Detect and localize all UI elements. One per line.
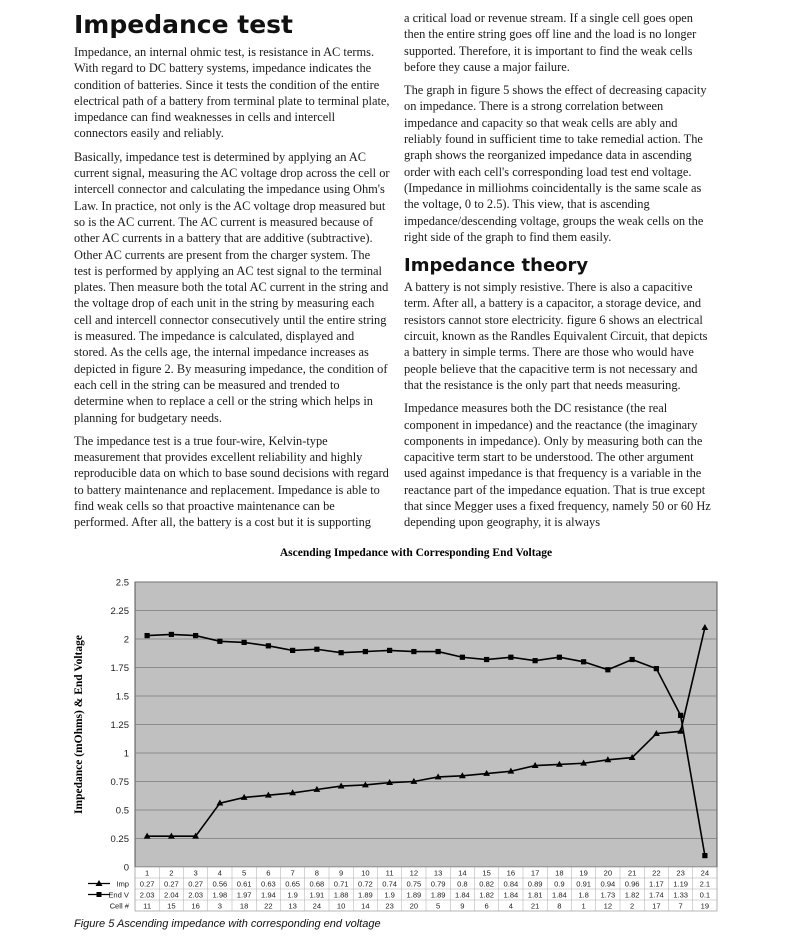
figure-caption: Figure 5 Ascending impedance with corresponding end voltage bbox=[74, 918, 381, 930]
data-point-end-v bbox=[145, 633, 150, 638]
x-tick-label: 5 bbox=[242, 868, 247, 878]
data-point-end-v bbox=[484, 657, 489, 662]
paragraph: a critical load or revenue stream. If a single cell goes open then the entire string goes off line and the load is no longer supported. Therefore, it is important to find the weak cells before they cause a major failure. bbox=[404, 11, 697, 74]
table-row-label: Imp bbox=[116, 879, 129, 889]
y-tick-label: 2.25 bbox=[110, 606, 129, 617]
table-cell: 0.71 bbox=[333, 879, 349, 889]
table-cell: 14 bbox=[361, 901, 370, 911]
y-tick-label: 1 bbox=[123, 748, 129, 760]
x-tick-label: 10 bbox=[361, 868, 370, 878]
table-cell: 0.9 bbox=[554, 879, 565, 889]
table-cell: 3 bbox=[217, 901, 222, 911]
left-column bbox=[74, 10, 390, 538]
data-point-end-v bbox=[387, 648, 392, 653]
table-cell: 15 bbox=[167, 901, 176, 911]
x-tick-label: 3 bbox=[193, 868, 198, 878]
data-point-end-v bbox=[242, 640, 247, 645]
table-cell: 1.9 bbox=[287, 890, 298, 900]
table-cell: 17 bbox=[652, 901, 661, 911]
table-cell: 24 bbox=[312, 901, 322, 911]
x-tick-label: 20 bbox=[603, 868, 613, 878]
data-point-end-v bbox=[314, 647, 319, 652]
table-cell: 1.88 bbox=[333, 890, 349, 900]
table-cell: 0.56 bbox=[212, 879, 228, 889]
data-point-end-v bbox=[605, 667, 610, 672]
data-point-end-v bbox=[436, 649, 441, 654]
table-cell: 0.74 bbox=[382, 879, 398, 889]
table-cell: 6 bbox=[484, 901, 489, 911]
table-cell: 0.27 bbox=[188, 879, 204, 889]
data-point-end-v bbox=[363, 649, 368, 654]
table-cell: 8 bbox=[557, 901, 562, 911]
legend-marker-end-v bbox=[97, 892, 102, 897]
table-cell: 0.61 bbox=[236, 879, 252, 889]
data-point-end-v bbox=[630, 657, 635, 662]
table-cell: 10 bbox=[336, 901, 346, 911]
table-cell: 0.72 bbox=[357, 879, 373, 889]
data-point-end-v bbox=[460, 655, 465, 660]
x-tick-label: 14 bbox=[458, 868, 467, 878]
table-cell: 1.98 bbox=[212, 890, 228, 900]
table-cell: 1.17 bbox=[648, 879, 664, 889]
x-tick-label: 15 bbox=[482, 868, 491, 878]
y-tick-label: 1.5 bbox=[115, 691, 129, 703]
table-cell: 0.63 bbox=[260, 879, 276, 889]
table-cell: 1.84 bbox=[503, 890, 519, 900]
x-tick-label: 7 bbox=[290, 868, 295, 878]
x-tick-label: 8 bbox=[314, 868, 319, 878]
table-cell: 19 bbox=[700, 901, 710, 911]
table-cell: 1.97 bbox=[236, 890, 252, 900]
table-cell: 0.27 bbox=[139, 879, 155, 889]
table-cell: 1.94 bbox=[260, 890, 276, 900]
data-point-end-v bbox=[169, 632, 174, 637]
paragraph: A battery is not simply resistive. There is also a capacitive term. After all, a battery is a capacitor, a storage device, and resistors cannot store electricity. figure 6 shows an electrical circuit, known as the Randles Equivalent Circuit, that depicts a battery in simple terms. There are those who would have people believe that the capacitive term is not necessary and that the resistance is the only part that needs measuring. bbox=[404, 280, 708, 392]
data-point-end-v bbox=[654, 666, 659, 671]
section-heading-impedance-test: Impedance test bbox=[74, 10, 293, 39]
right-column bbox=[404, 10, 716, 538]
table-cell: 1.91 bbox=[309, 890, 325, 900]
table-cell: 0.79 bbox=[430, 879, 446, 889]
x-tick-label: 13 bbox=[433, 868, 443, 878]
table-cell: 11 bbox=[143, 901, 152, 911]
table-cell: 0.65 bbox=[285, 879, 301, 889]
y-tick-label: 1.75 bbox=[110, 663, 129, 674]
table-cell: 1.84 bbox=[454, 890, 470, 900]
table-cell: 1.84 bbox=[551, 890, 567, 900]
table-cell: 0.89 bbox=[527, 879, 543, 889]
table-cell: 1.73 bbox=[600, 890, 616, 900]
table-row-label: Cell # bbox=[109, 901, 129, 911]
x-tick-label: 1 bbox=[145, 868, 150, 878]
y-tick-label: 0.75 bbox=[110, 777, 129, 788]
x-tick-label: 18 bbox=[555, 868, 564, 878]
x-tick-label: 16 bbox=[506, 868, 516, 878]
paragraph: Impedance measures both the DC resistance (the real component in impedance) and the reactance (the imaginary components in impedance). Only by measuring both can the capacitive term start to be understood. The other argument used against impedance is that frequency is a variable in the reactance part of the impedance equation. That is true except that since Megger uses a fixed frequency, namely 50 or 60 Hz depending upon geography, it is always bbox=[404, 401, 711, 530]
table-cell: 0.27 bbox=[163, 879, 179, 889]
x-tick-label: 23 bbox=[676, 868, 685, 878]
table-cell: 2.04 bbox=[163, 890, 179, 900]
table-cell: 0.1 bbox=[699, 890, 711, 900]
x-tick-label: 2 bbox=[169, 868, 174, 878]
table-cell: 1.8 bbox=[578, 890, 589, 900]
paragraph: Impedance, an internal ohmic test, is resistance in AC terms. With regard to DC battery systems, impedance indicates the condition of batteries. Since it tests the condition of the entire electrical path of a battery from terminal plate to terminal plate, impedance can find weaknesses in cells and intercell connectors easily and reliably. bbox=[74, 45, 390, 141]
table-cell: 1.74 bbox=[648, 890, 664, 900]
data-point-end-v bbox=[193, 633, 198, 638]
data-point-end-v bbox=[533, 658, 538, 663]
y-tick-label: 2 bbox=[123, 634, 129, 646]
table-cell: 16 bbox=[191, 901, 200, 911]
table-cell: 2.1 bbox=[699, 879, 711, 889]
table-cell: 22 bbox=[264, 901, 273, 911]
table-cell: 7 bbox=[678, 901, 683, 911]
table-cell: 2.03 bbox=[139, 890, 155, 900]
x-tick-label: 17 bbox=[530, 868, 540, 878]
table-cell: 1.89 bbox=[406, 890, 422, 900]
figure-5 bbox=[0, 540, 787, 940]
table-cell: 0.84 bbox=[503, 879, 519, 889]
paragraph: The graph in figure 5 shows the effect of decreasing capacity on impedance. There is a strong correlation between impedance and capacity so that weak cells are ably and reliably found in sufficient time to take remedial action. The graph shows the reorganized impedance data in ascending order with each cell's corresponding load test end voltage. (Impedance in milliohms coincidentally is the same scale as the voltage, 0 to 2.5). This view, that is ascending impedance/descending voltage, groups the weak cells on the right side of the graph to find them easily. bbox=[404, 83, 707, 244]
table-cell: 1.89 bbox=[430, 890, 446, 900]
table-cell: 0.91 bbox=[576, 879, 592, 889]
table-cell: 1.19 bbox=[673, 879, 689, 889]
table-cell: 21 bbox=[530, 901, 540, 911]
table-cell: 1.82 bbox=[624, 890, 640, 900]
y-tick-label: 1.25 bbox=[110, 720, 129, 731]
y-tick-label: 2.5 bbox=[115, 577, 129, 589]
data-point-end-v bbox=[290, 648, 295, 653]
data-point-end-v bbox=[339, 650, 344, 655]
table-cell: 1.89 bbox=[357, 890, 373, 900]
x-tick-label: 6 bbox=[266, 868, 271, 878]
table-cell: 23 bbox=[385, 901, 394, 911]
x-tick-label: 12 bbox=[409, 868, 419, 878]
x-tick-label: 9 bbox=[339, 868, 344, 878]
table-cell: 20 bbox=[409, 901, 419, 911]
table-cell: 2 bbox=[630, 901, 635, 911]
table-row-label: End V bbox=[108, 890, 129, 900]
data-point-end-v bbox=[508, 655, 513, 660]
table-cell: 12 bbox=[603, 901, 613, 911]
table-cell: 0.96 bbox=[624, 879, 640, 889]
data-point-end-v bbox=[266, 643, 271, 648]
data-point-end-v bbox=[581, 659, 586, 664]
data-point-end-v bbox=[557, 655, 562, 660]
table-cell: 1.33 bbox=[673, 890, 689, 900]
chart-title: Ascending Impedance with Corresponding End Voltage bbox=[279, 547, 553, 559]
table-cell: 1.81 bbox=[527, 890, 543, 900]
x-tick-label: 24 bbox=[700, 868, 710, 878]
table-cell: 4 bbox=[508, 901, 513, 911]
x-tick-label: 19 bbox=[579, 868, 588, 878]
y-tick-label: 0 bbox=[123, 862, 129, 874]
table-cell: 0.75 bbox=[406, 879, 422, 889]
table-cell: 1 bbox=[581, 901, 586, 911]
y-tick-label: 0.25 bbox=[110, 834, 129, 845]
y-axis-label: Impedance (mOhms) & End Voltage bbox=[73, 635, 85, 814]
table-cell: 13 bbox=[288, 901, 297, 911]
table-cell: 2.03 bbox=[188, 890, 204, 900]
paragraph: The impedance test is a true four-wire, Kelvin-type measurement that provides excellent reliability and highly reproducible data on which to base sound decisions with regard to battery maintenance and replacement. Impedance is able to find weak cells so that proactive maintenance can be performed. After all, the battery is a cost but it is supporting bbox=[74, 433, 389, 530]
table-cell: 9 bbox=[460, 901, 465, 911]
data-point-end-v bbox=[217, 639, 222, 644]
paragraph: Basically, impedance test is determined by applying an AC current signal, measuring the AC voltage drop across the cell or intercell connector and calculating the impedance using Ohm's Law. In practice, not only is the AC voltage drop measured but so is the AC current. The AC current is measured because of other AC currents in a battery that are additive (subtractive). Other AC currents are present from the charger system. The test is performed by applying an AC test signal to the terminal plates. Then measure both the total AC current in the string and the voltage drop of each unit in the string by measuring each cell and intercell connector consecutively until the entire string is measured. The impedance is calculated, displayed and stored. As the cells age, the internal impedance increases as depicted in figure 2. By measuring impedance, the condition of each cell in the string can be measured and trended to determine when to replace a cell or the string which helps in planning for budgetary needs. bbox=[74, 149, 390, 425]
table-cell: 0.8 bbox=[457, 879, 468, 889]
table-cell: 5 bbox=[436, 901, 441, 911]
y-tick-label: 0.5 bbox=[115, 805, 129, 817]
table-cell: 0.68 bbox=[309, 879, 325, 889]
x-tick-label: 21 bbox=[627, 868, 637, 878]
impedance-chart bbox=[0, 540, 787, 920]
table-cell: 1.9 bbox=[384, 890, 395, 900]
table-cell: 18 bbox=[239, 901, 249, 911]
data-point-end-v bbox=[678, 713, 683, 718]
x-tick-label: 22 bbox=[652, 868, 661, 878]
table-cell: 0.94 bbox=[600, 879, 616, 889]
table-cell: 0.82 bbox=[479, 879, 495, 889]
data-point-end-v bbox=[411, 649, 416, 654]
section-heading-impedance-theory: Impedance theory bbox=[404, 255, 589, 277]
table-cell: 1.82 bbox=[479, 890, 495, 900]
data-point-end-v bbox=[702, 853, 707, 858]
x-tick-label: 11 bbox=[385, 868, 394, 878]
x-tick-label: 4 bbox=[217, 868, 222, 878]
